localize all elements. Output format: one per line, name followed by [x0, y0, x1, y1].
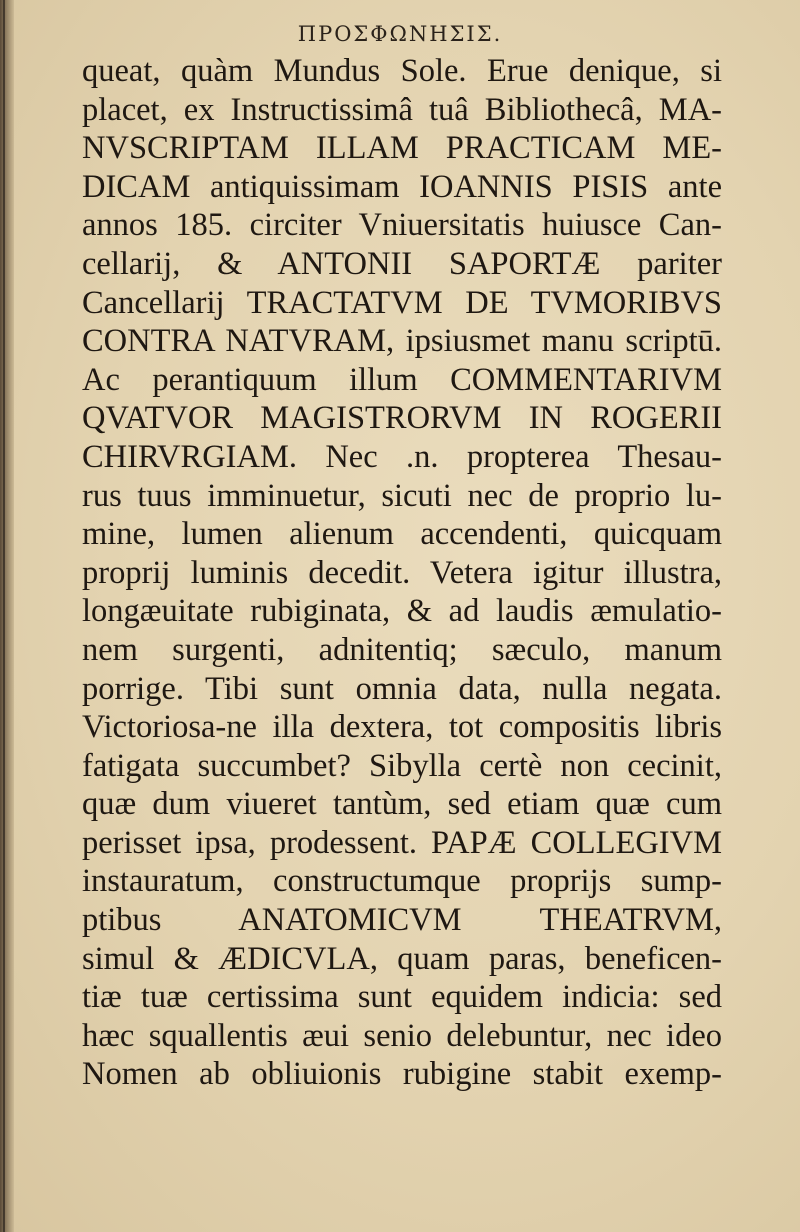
- text-line: tiæ tuæ certissima sunt equidem indicia: sed: [82, 979, 722, 1016]
- text-line: Ac perantiquum illum COMMENTARIVM: [82, 361, 722, 398]
- text-line: Nomen ab obliuionis rubigine stabit exemp-: [82, 1056, 722, 1093]
- text-line: Victoriosa-ne illa dextera, tot compositis libris: [82, 709, 722, 746]
- text-line: instauratum, constructumque proprijs sump-: [82, 863, 722, 900]
- text-line: Cancellarij TRACTATVM DE TVMORIBVS: [82, 284, 722, 321]
- text-line: simul & ÆDICVLA, quam paras, beneficen-: [82, 940, 722, 977]
- running-header: ΠΡΟΣΦΩΝΗΣΙΣ.: [297, 22, 503, 46]
- text-line: rus tuus imminuetur, sicuti nec de proprio lu-: [82, 477, 722, 514]
- page-gutter: [0, 0, 14, 1232]
- text-line: quæ dum viueret tantùm, sed etiam quæ cum: [82, 786, 722, 823]
- text-line: cellarij, & ANTONII SAPORTÆ pariter: [82, 245, 722, 282]
- text-line: fatigata succumbet? Sibylla certè non cecinit,: [82, 747, 722, 784]
- text-line: CHIRVRGIAM. Nec .n. propterea Thesau-: [82, 438, 722, 475]
- text-line: porrige. Tibi sunt omnia data, nulla negata.: [82, 670, 722, 707]
- text-line: QVATVOR MAGISTRORVM IN ROGERII: [82, 400, 722, 437]
- text-line: DICAM antiquissimam IOANNIS PISIS ante: [82, 168, 722, 205]
- gutter-line: [3, 0, 5, 1232]
- text-line: queat, quàm Mundus Sole. Erue denique, si: [82, 53, 722, 89]
- text-line: ptibus ANATOMICVM THEATRVM,: [82, 902, 722, 939]
- text-line: longæuitate rubiginata, & ad laudis æmulatio-: [82, 593, 722, 630]
- text-line: nem surgenti, adnitentiq; sæculo, manum: [82, 631, 722, 668]
- text-line: NVSCRIPTAM ILLAM PRACTICAM ME-: [82, 130, 722, 167]
- text-line: hæc squallentis æui senio delebuntur, nec ideo: [82, 1017, 722, 1054]
- body-text: [82, 52, 722, 1094]
- text-line: annos 185. circiter Vniuersitatis huiusce Can-: [82, 207, 722, 244]
- text-line: mine, lumen alienum accendenti, quicquam: [82, 516, 722, 553]
- text-line: proprij luminis decedit. Vetera igitur illustra,: [82, 554, 722, 591]
- text-line: perisset ipsa, prodessent. PAPÆ COLLEGIVM: [82, 824, 722, 861]
- text-line: placet, ex Instructissimâ tuâ Bibliothecâ, MA-: [82, 91, 722, 128]
- text-line: CONTRA NATVRAM, ipsiusmet manu scriptū.: [82, 323, 722, 360]
